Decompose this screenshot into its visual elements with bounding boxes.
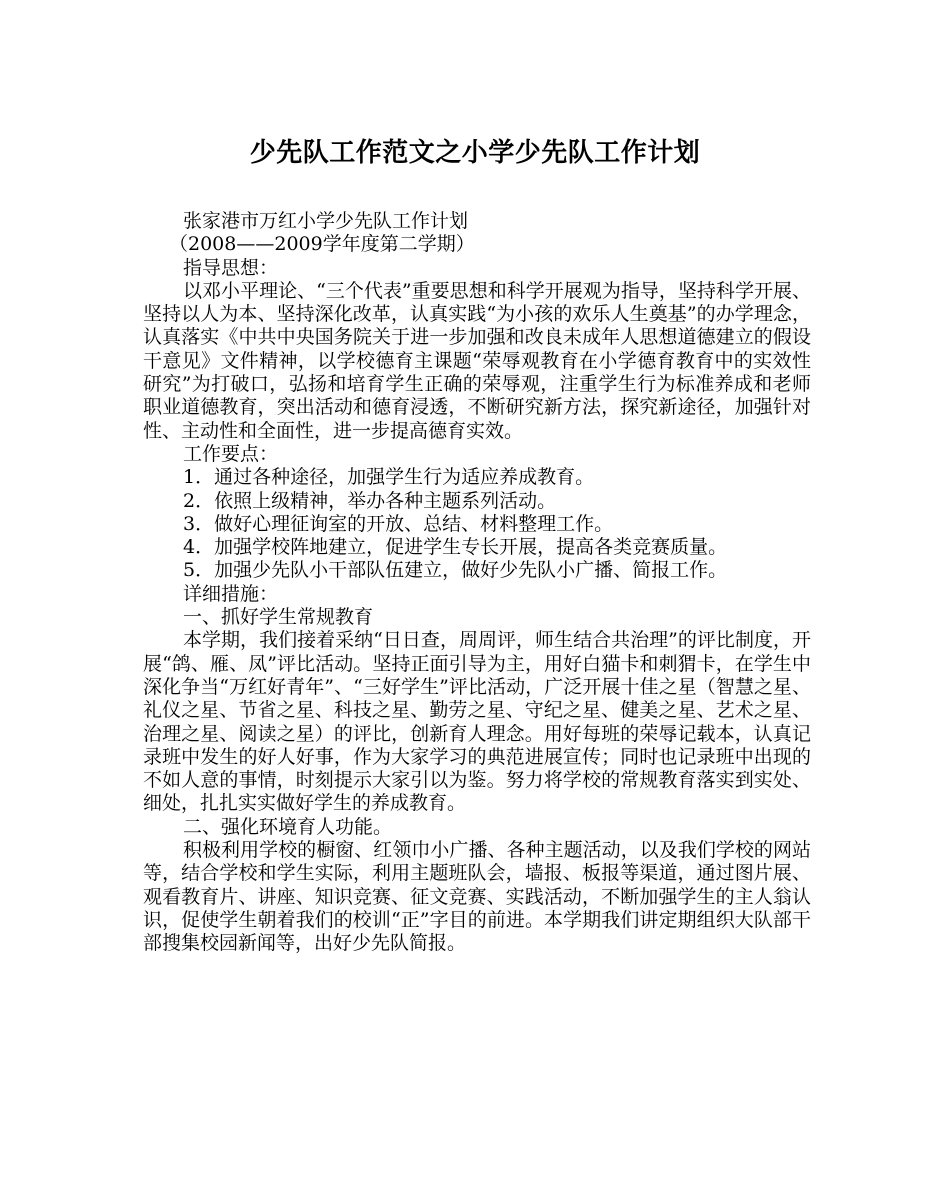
- list-item: 3．做好心理征询室的开放、总结、材料整理工作。: [183, 512, 614, 535]
- subsection-heading: 二、强化环境育人功能。: [183, 815, 393, 838]
- body-paragraph: 积极利用学校的橱窗、红领巾小广播、各种主题活动，以及我们学校的网站等，结合学校和学生实际，利用主题班队会，墙报、板报等渠道，通过图片展、观看教育片、讲座、知识竞赛、征文竞赛、实践活动，不断加强学生的主人翁认识，促使学生朝着我们的校训“正”字目的前进。本学期我们讲定期组织大队部干部搜集校园新闻等，出好少先队简报。: [143, 839, 811, 955]
- list-item: 4．加强学校阵地建立，促进学生专长开展，提高各类竞赛质量。: [183, 536, 728, 559]
- list-item: 2．依照上级精神，举办各种主题系列活动。: [183, 489, 557, 512]
- document-title: 少先队工作范文之小学少先队工作计划: [249, 138, 701, 168]
- document-body: [143, 210, 811, 956]
- school-plan-heading: 张家港市万红小学少先队工作计划: [183, 210, 469, 232]
- list-item: 1．通过各种途径，加强学生行为适应养成教育。: [183, 466, 595, 489]
- body-paragraph: 本学期，我们接着采纳“日日查，周周评，师生结合共治理”的评比制度，开展“鸽、雁、凤”评比活动。坚持正面引导为主，用好白猫卡和刺猬卡，在学生中深化争当“万红好青年”、“三好学生”评比活动，广泛开展十佳之星（智慧之星、礼仪之星、节省之星、科技之星、勤劳之星、守纪之星、健美之星、艺术之星、治理之星、阅读之星）的评比，创新育人理念。用好每班的荣辱记载本，认真记录班中发生的好人好事，作为大家学习的典范进展宣传；同时也记录班中出现的不如人意的事情，时刻提示大家引以为鉴。努力将学校的常规教育落实到实处、细处，扎扎实实做好学生的养成教育。: [143, 629, 811, 815]
- list-item: 5．加强少先队小干部队伍建立，做好少先队小广播、简报工作。: [183, 559, 728, 582]
- semester-line: （2008——2009学年度第二学期）: [169, 233, 475, 256]
- section-heading: 工作要点：: [183, 442, 279, 465]
- section-heading: 详细措施：: [183, 582, 279, 605]
- section-heading: 指导思想：: [183, 256, 279, 279]
- body-paragraph: 以邓小平理论、“三个代表”重要思想和科学开展观为指导，坚持科学开展、坚持以人为本、坚持深化改革，认真实践“为小孩的欢乐人生奠基”的办学理念，认真落实《中共中央国务院关于进一步加强和改良未成年人思想道德建立的假设干意见》文件精神，以学校德育主课题“荣辱观教育在小学德育教育中的实效性研究”为打破口，弘扬和培育学生正确的荣辱观，注重学生行为标准养成和老师职业道德教育，突出活动和德育浸透，不断研究新方法，探究新途径，加强针对性、主动性和全面性，进一步提高德育实效。: [143, 279, 811, 442]
- subsection-heading: 一、抓好学生常规教育: [183, 606, 374, 629]
